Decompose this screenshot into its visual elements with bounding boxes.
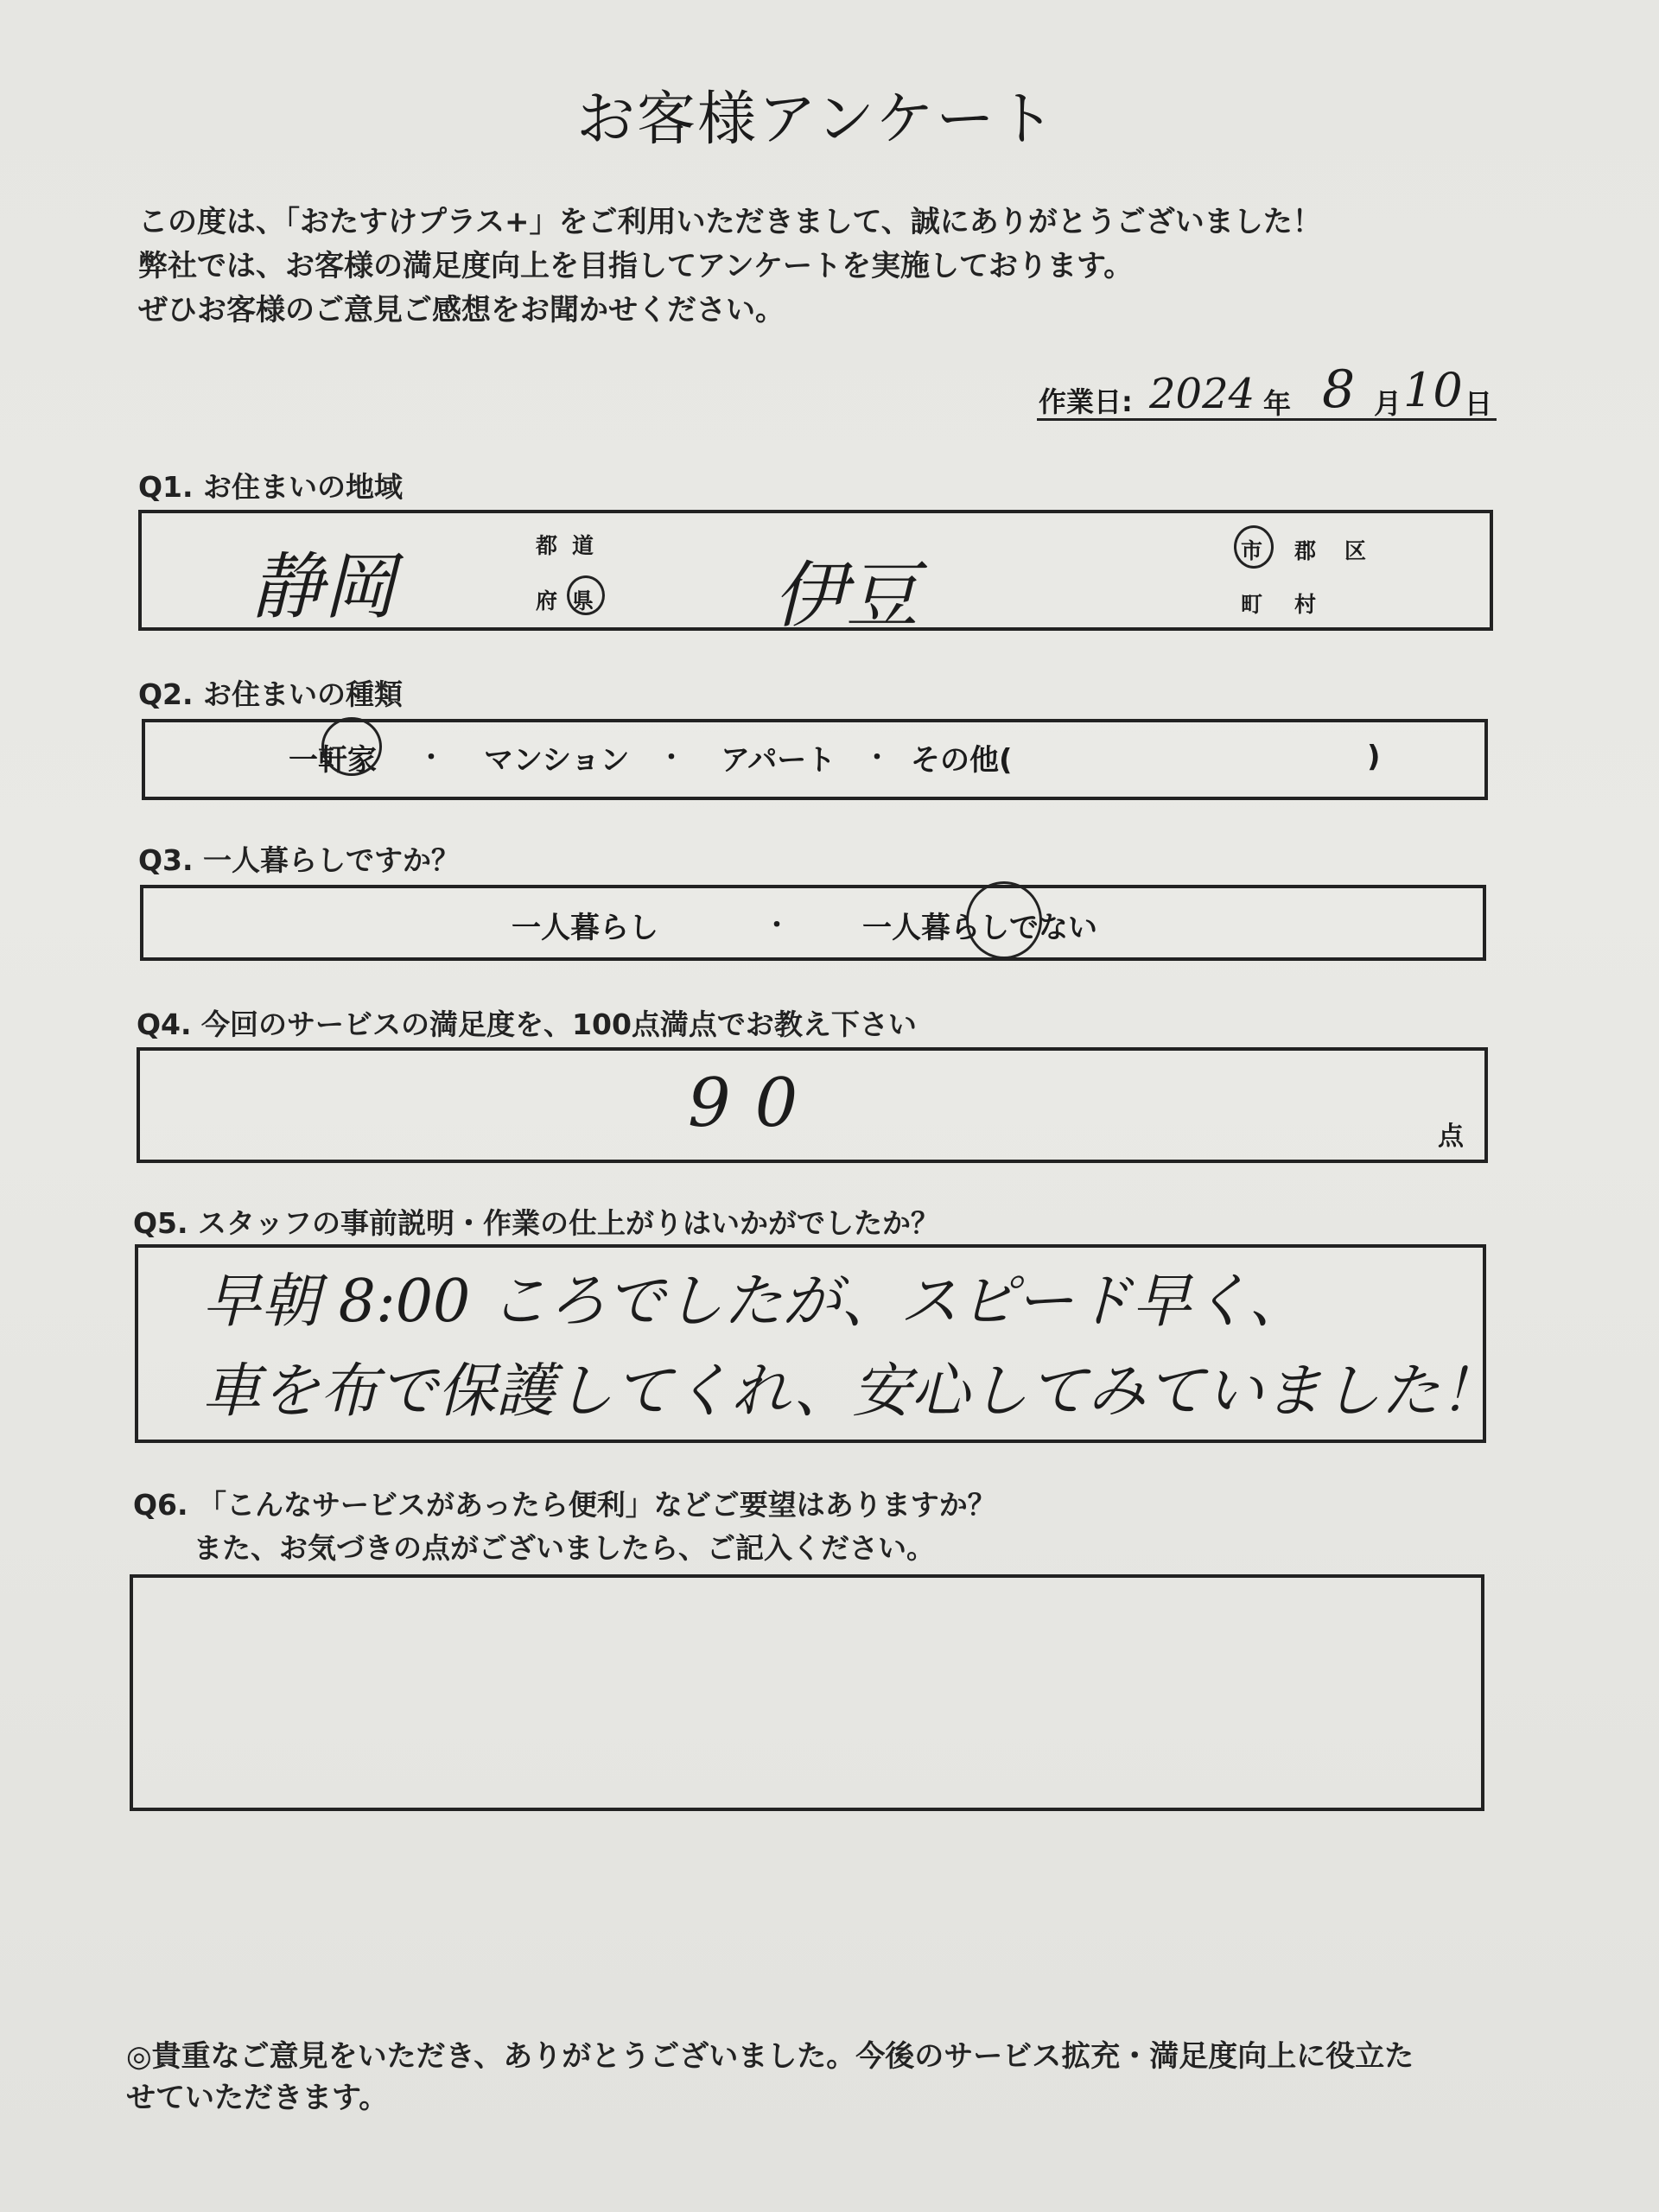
q1-prefecture-value[interactable]: 静岡 [251,544,397,629]
q2-other-close-paren: ) [1367,740,1381,774]
q5-answer-line[interactable]: 車を布で保護してくれ、安心してみていました！ [202,1357,1499,1426]
selection-circle-mark [1234,525,1274,569]
q5-label: Q5. スタッフの事前説明・作業の仕上がりはいかがでしたか？ [133,1206,940,1240]
survey-title: お客様アンケート [576,86,1057,154]
work-date-day[interactable]: 10 [1403,363,1463,417]
q2-label: Q2. お住まいの種類 [138,677,404,711]
q1-pref-to: 都 [536,533,558,558]
q1-city-cho: 町 [1241,592,1263,617]
work-date-month-unit: 月 [1374,387,1402,420]
work-date-year-unit: 年 [1263,387,1292,420]
q1-city-value[interactable]: 伊豆 [773,553,919,638]
selection-circle-mark [567,575,605,615]
q6-answer-box[interactable] [130,1574,1484,1811]
q1-city-ku: 区 [1344,538,1367,563]
q4-score-unit: 点 [1438,1122,1464,1152]
q4-label: Q4. 今回のサービスの満足度を、100点満点でお教え下さい [137,1007,917,1041]
work-date-year[interactable]: 2024 [1149,370,1255,418]
work-date-day-unit: 日 [1465,387,1493,420]
selection-circle-mark [321,717,382,776]
q3-answer-box[interactable] [140,885,1486,961]
intro-line: 弊社では、お客様の満足度向上を目指してアンケートを実施しております。 [138,249,1134,283]
q2-separator: ・ [418,743,444,773]
q3-option-living-alone[interactable]: 一人暮らし [512,911,658,945]
q3-option-not-living-alone[interactable]: 一人暮らしでない [862,911,1097,945]
work-date-label: 作業日: [1039,385,1133,418]
q1-city-gun: 郡 [1294,538,1317,563]
intro-line: ぜひお客様のご意見ご感想をお聞かせください。 [138,293,785,327]
q2-separator: ・ [864,743,890,773]
q2-option-other[interactable]: その他( [911,743,1013,778]
footer-note-line: せていただきます。 [126,2081,389,2115]
q5-answer-line[interactable]: 早朝 8:00 ころでしたが、スピード早く、 [202,1268,1308,1336]
footer-note-line: ◎貴重なご意見をいただき、ありがとうございました。今後のサービス拡充・満足度向上に役立た [126,2039,1414,2074]
q3-separator: ・ [764,911,790,941]
q1-city-son: 村 [1294,592,1317,617]
work-date-month[interactable]: 8 [1322,359,1356,420]
q4-score-value[interactable]: 90 [688,1065,823,1142]
q2-option-detached-house[interactable]: 一軒家 [289,743,377,778]
selection-circle-mark [966,881,1042,959]
q3-label: Q3. 一人暮らしですか？ [138,843,461,877]
q1-pref-fu: 府 [536,588,558,613]
q6-label-line: Q6. 「こんなサービスがあったら便利」などご要望はありますか？ [133,1488,996,1522]
q1-label: Q1. お住まいの地域 [138,470,404,504]
intro-line: この度は、「おたすけプラス+」をご利用いただきまして、誠にありがとうございました！ [138,205,1322,239]
q2-option-apartment[interactable]: アパート [721,743,836,778]
q2-option-mansion[interactable]: マンション [484,743,630,778]
q6-label-line: また、お気づきの点がございましたら、ご記入ください。 [194,1531,935,1565]
q1-pref-dou: 道 [572,533,594,558]
q1-city-shi: 市 [1241,538,1263,563]
q2-separator: ・ [658,743,684,773]
intro-text [138,200,1322,333]
q1-pref-ken: 県 [572,588,594,613]
